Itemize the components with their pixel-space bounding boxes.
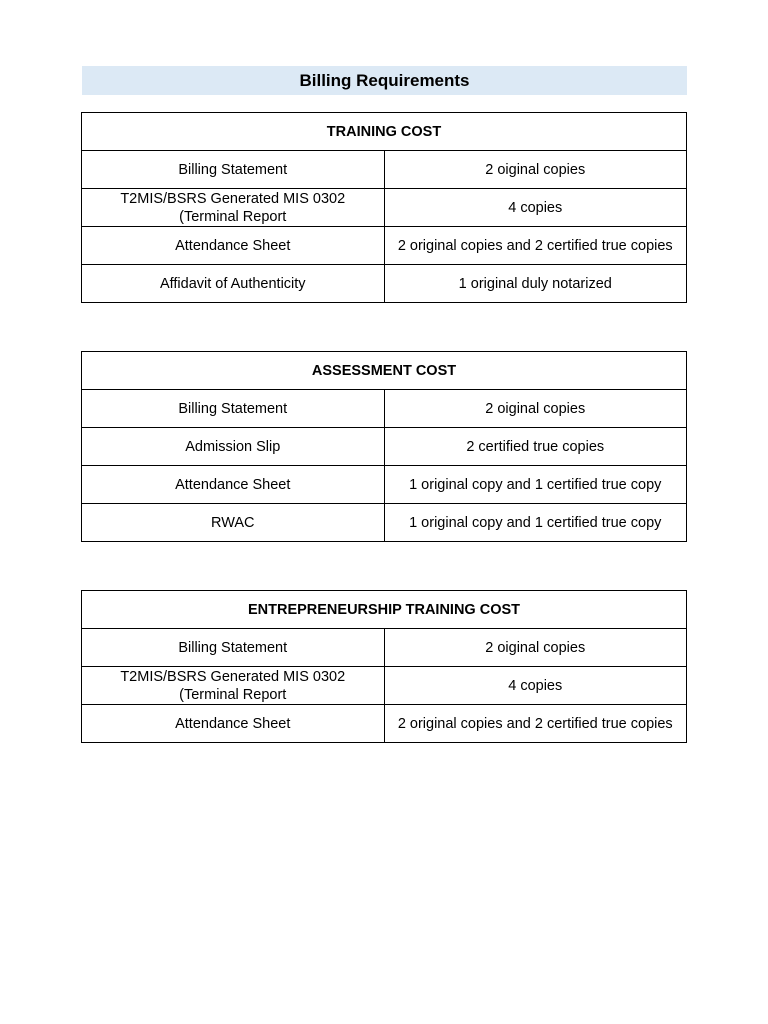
requirement-cell: RWAC xyxy=(82,504,385,542)
table-row xyxy=(82,667,687,705)
copies-cell: 2 oiginal copies xyxy=(384,390,687,428)
table-row xyxy=(82,705,687,743)
requirement-cell: Affidavit of Authenticity xyxy=(82,265,385,303)
copies-cell: 2 original copies and 2 certified true copies xyxy=(384,227,687,265)
copies-cell: 1 original copy and 1 certified true copy xyxy=(384,466,687,504)
requirement-cell: Attendance Sheet xyxy=(82,466,385,504)
requirement-cell: Billing Statement xyxy=(82,390,385,428)
table-row xyxy=(82,227,687,265)
table-header-row xyxy=(82,352,687,390)
table-row xyxy=(82,189,687,227)
table-header: ENTREPRENEURSHIP TRAINING COST xyxy=(82,591,687,629)
table-row xyxy=(82,466,687,504)
copies-cell: 2 oiginal copies xyxy=(384,629,687,667)
page-title xyxy=(82,66,687,95)
copies-cell: 4 copies xyxy=(384,189,687,227)
table-header-row xyxy=(82,591,687,629)
copies-cell: 2 certified true copies xyxy=(384,428,687,466)
table-row xyxy=(82,629,687,667)
requirement-cell: T2MIS/BSRS Generated MIS 0302 (Terminal Report xyxy=(82,667,385,705)
requirement-cell: Attendance Sheet xyxy=(82,705,385,743)
requirement-cell: Billing Statement xyxy=(82,629,385,667)
copies-cell: 1 original copy and 1 certified true copy xyxy=(384,504,687,542)
table-row xyxy=(82,428,687,466)
copies-cell: 1 original duly notarized xyxy=(384,265,687,303)
entrepreneurship-training-cost-table xyxy=(81,590,687,743)
copies-cell: 2 original copies and 2 certified true copies xyxy=(384,705,687,743)
table-row xyxy=(82,390,687,428)
table-row xyxy=(82,265,687,303)
table-header: ASSESSMENT COST xyxy=(82,352,687,390)
copies-cell: 4 copies xyxy=(384,667,687,705)
requirement-cell: Attendance Sheet xyxy=(82,227,385,265)
requirement-cell: T2MIS/BSRS Generated MIS 0302 (Terminal Report xyxy=(82,189,385,227)
copies-cell: 2 oiginal copies xyxy=(384,151,687,189)
page-title-text: Billing Requirements xyxy=(299,70,470,90)
requirement-cell: Admission Slip xyxy=(82,428,385,466)
table-header: TRAINING COST xyxy=(82,113,687,151)
requirement-cell: Billing Statement xyxy=(82,151,385,189)
table-row xyxy=(82,151,687,189)
table-row xyxy=(82,504,687,542)
table-header-row xyxy=(82,113,687,151)
assessment-cost-table xyxy=(81,351,687,542)
training-cost-table xyxy=(81,112,687,303)
